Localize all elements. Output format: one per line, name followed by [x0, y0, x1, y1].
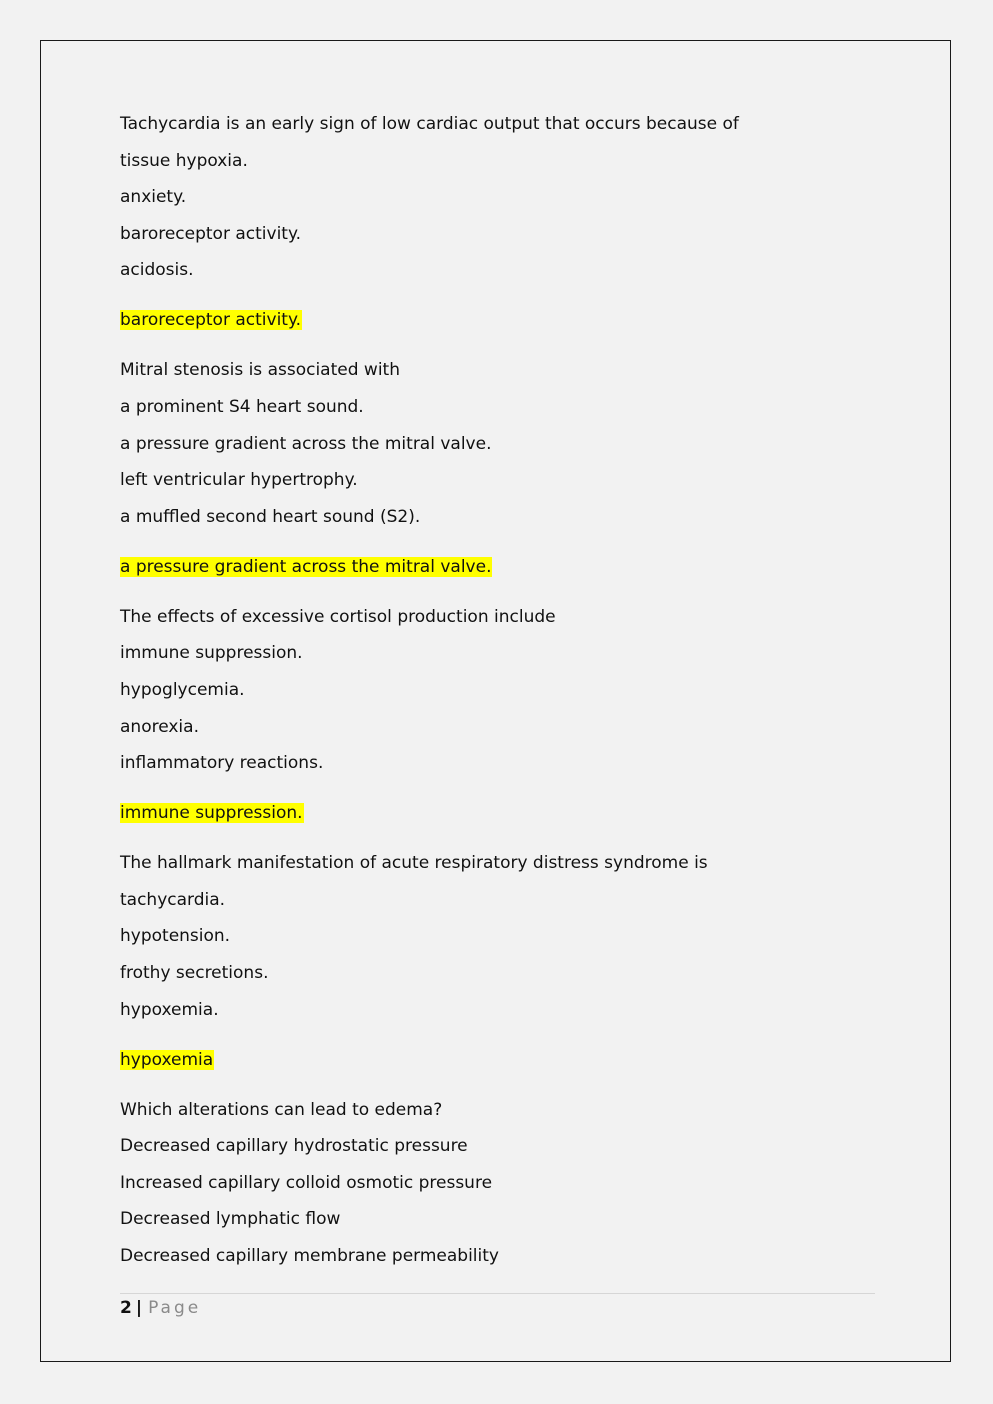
answer-option: Increased capillary colloid osmotic pressure — [120, 1172, 493, 1193]
question-block — [120, 113, 880, 281]
question-block — [120, 359, 880, 527]
page-number: 2 — [120, 1298, 132, 1318]
page-footer — [120, 1297, 201, 1319]
answer-option: hypoglycemia. — [120, 679, 245, 700]
answer-option: a muffled second heart sound (S2). — [120, 506, 421, 527]
correct-answer — [120, 802, 880, 824]
answer-option: Decreased capillary hydrostatic pressure — [120, 1136, 468, 1157]
question-block — [120, 852, 880, 1020]
correct-answer — [120, 1049, 880, 1071]
question-stem: The effects of excessive cortisol production include — [120, 606, 556, 627]
question-stem: Which alterations can lead to edema? — [120, 1099, 443, 1120]
question-stem: The hallmark manifestation of acute respiratory distress syndrome is — [120, 853, 708, 874]
answer-option: hypoxemia. — [120, 999, 219, 1020]
document-content — [120, 113, 880, 1281]
answer-option: tachycardia. — [120, 889, 226, 910]
answer-option: a prominent S4 heart sound. — [120, 396, 364, 417]
footer-separator: | — [135, 1298, 143, 1318]
highlighted-answer: hypoxemia — [120, 1049, 214, 1070]
question-stem: Tachycardia is an early sign of low cardiac output that occurs because of — [120, 114, 739, 134]
highlighted-answer: a pressure gradient across the mitral valve. — [120, 556, 492, 577]
answer-option: anxiety. — [120, 187, 187, 208]
answer-option: anorexia. — [120, 716, 199, 737]
answer-option: a pressure gradient across the mitral valve. — [120, 433, 492, 454]
question-block — [120, 606, 880, 774]
answer-option: Decreased lymphatic flow — [120, 1209, 341, 1230]
answer-option: baroreceptor activity. — [120, 223, 301, 244]
highlighted-answer: immune suppression. — [120, 803, 303, 824]
answer-option: hypotension. — [120, 926, 231, 947]
answer-option: inflammatory reactions. — [120, 753, 324, 774]
question-block — [120, 1099, 880, 1267]
correct-answer — [120, 556, 880, 578]
answer-option: immune suppression. — [120, 643, 303, 664]
answer-option: acidosis. — [120, 260, 194, 281]
answer-option: tissue hypoxia. — [120, 150, 248, 171]
page-label: Page — [148, 1298, 202, 1318]
answer-option: frothy secretions. — [120, 962, 269, 983]
correct-answer — [120, 309, 880, 331]
answer-option: Decreased capillary membrane permeability — [120, 1245, 499, 1266]
highlighted-answer: baroreceptor activity. — [120, 310, 301, 331]
footer-divider — [120, 1293, 875, 1294]
question-stem: Mitral stenosis is associated with — [120, 360, 400, 381]
answer-option: left ventricular hypertrophy. — [120, 470, 358, 491]
